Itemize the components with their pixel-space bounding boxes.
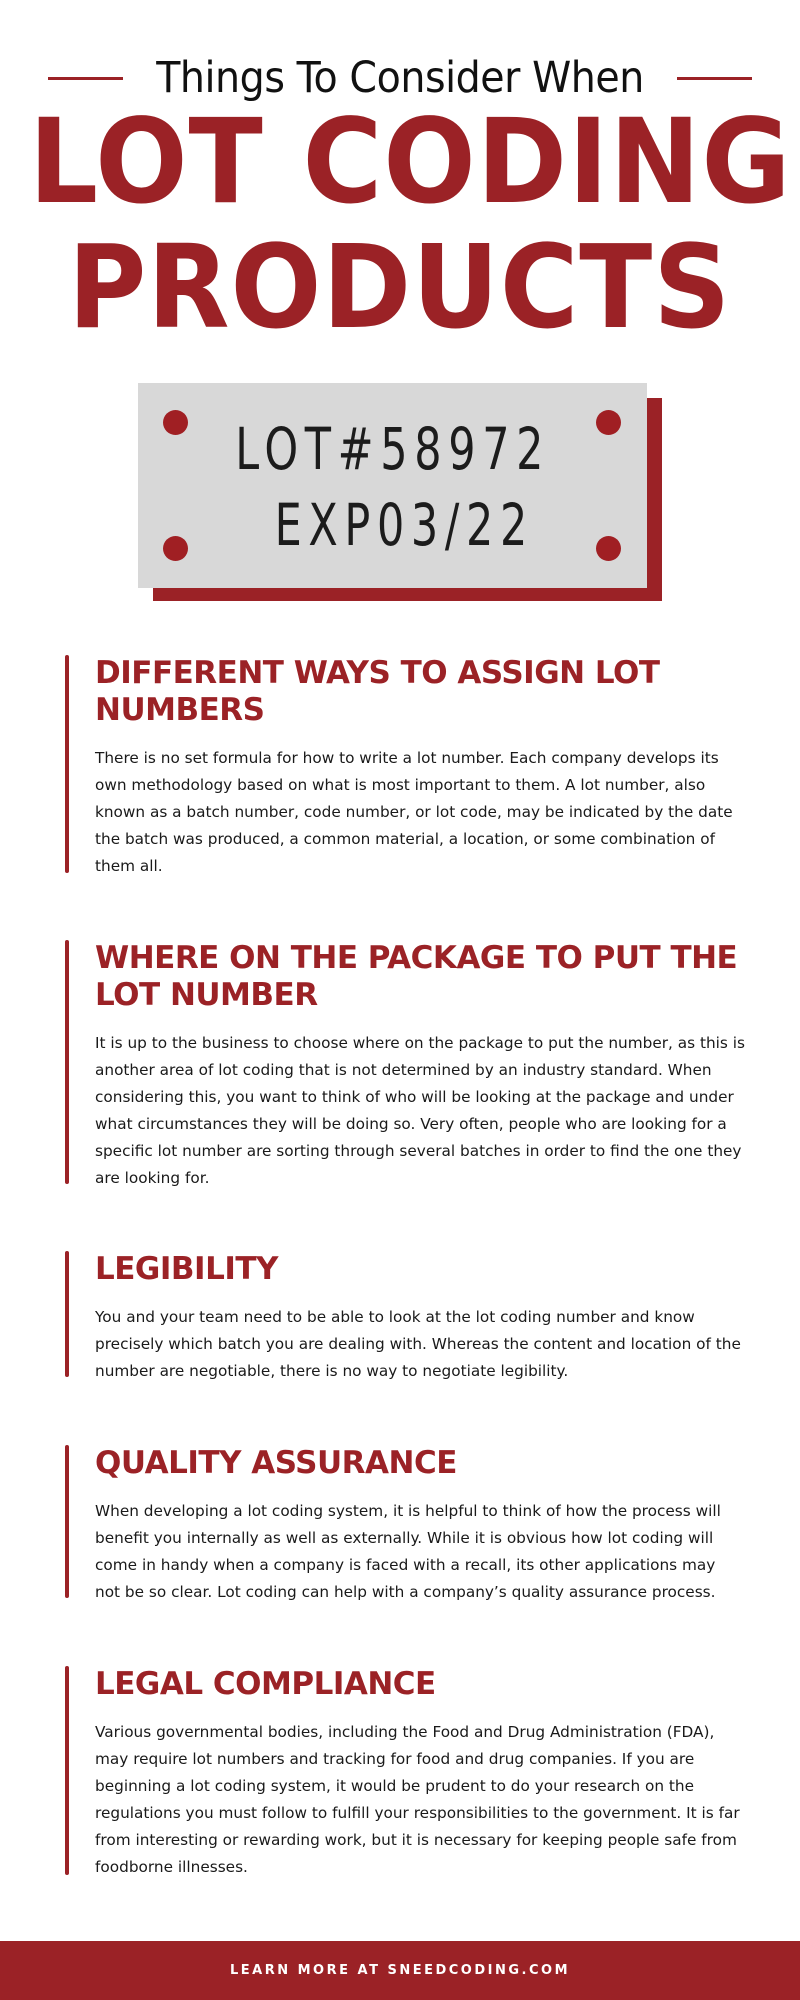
expiry-value: EXP03/22 bbox=[274, 491, 535, 559]
decorative-line-left bbox=[48, 77, 123, 80]
lot-number-value: LOT#58972 bbox=[235, 415, 550, 483]
section-accent-bar bbox=[65, 1666, 69, 1875]
expiry-text bbox=[138, 491, 647, 559]
decorative-line-right bbox=[677, 77, 752, 80]
section-body: It is up to the business to choose where on the package to put the number, as this is another area of lot coding that is not determined by an industry standard. When considering this, you want to think of who will be looking at the package and under what circumstances they will be doing so. Very often, people who are looking for a specific lot number are sorting through several batches in order to find the one they are looking for. bbox=[95, 1034, 745, 1187]
section-body: Various governmental bodies, including the Food and Drug Administration (FDA), may require lot numbers and tracking for food and drug companies. If you are beginning a lot coding system, it would be prudent to do your research on the regulations you must follow to fulfill your responsibilities to the government. It is far from interesting or rewarding work, but it is necessary for keeping people safe from foodborne illnesses. bbox=[95, 1723, 740, 1876]
subtitle: Things To Consider When bbox=[156, 53, 644, 103]
main-title-line-1-text: LOT CODING bbox=[28, 93, 792, 230]
section-assign-lot-numbers bbox=[65, 655, 745, 873]
section-heading bbox=[95, 940, 745, 1014]
main-title-line-2-text: PRODUCTS bbox=[68, 221, 732, 355]
section-heading bbox=[95, 1445, 745, 1482]
section-accent-bar bbox=[65, 1251, 69, 1377]
section-legibility bbox=[65, 1251, 745, 1380]
section-heading bbox=[95, 1666, 745, 1703]
section-legal-compliance bbox=[65, 1666, 745, 1875]
main-title-line-2 bbox=[0, 221, 800, 355]
section-quality-assurance bbox=[65, 1445, 745, 1601]
section-heading-text: QUALITY ASSURANCE bbox=[95, 1445, 457, 1481]
section-heading-text: LEGIBILITY bbox=[95, 1251, 278, 1287]
section-heading bbox=[95, 655, 745, 729]
section-heading bbox=[95, 1251, 745, 1288]
lot-label-plate bbox=[138, 383, 647, 588]
section-body: There is no set formula for how to write a lot number. Each company develops its own methodology based on what is most important to them. A lot number, also known as a batch number, code number, or lot code, may be indicated by the date the batch was produced, a common material, a location, or some combination of them all. bbox=[95, 749, 733, 875]
lot-number-text bbox=[138, 415, 647, 483]
section-body: When developing a lot coding system, it is helpful to think of how the process will benefit you internally as well as externally. While it is obvious how lot coding will come in handy when a company is faced with a recall, its other applications may not be so clear. Lot coding can help with a company’s quality assurance process. bbox=[95, 1502, 721, 1601]
section-accent-bar bbox=[65, 1445, 69, 1598]
section-accent-bar bbox=[65, 655, 69, 873]
footer-banner bbox=[0, 1941, 800, 2000]
section-heading-text: DIFFERENT WAYS TO ASSIGN LOT NUMBERS bbox=[95, 655, 660, 728]
section-body: You and your team need to be able to look at the lot coding number and know precisely which batch you are dealing with. Whereas the content and location of the number are negotiable, there is no way to negotiate legibility. bbox=[95, 1308, 741, 1380]
section-heading-text: WHERE ON THE PACKAGE TO PUT THE LOT NUMBER bbox=[95, 940, 738, 1013]
main-title-line-1 bbox=[0, 93, 800, 230]
footer-link[interactable]: LEARN MORE AT SNEEDCODING.COM bbox=[229, 1963, 571, 1978]
section-heading-text: LEGAL COMPLIANCE bbox=[95, 1666, 436, 1702]
section-accent-bar bbox=[65, 940, 69, 1184]
section-package-placement bbox=[65, 940, 745, 1187]
